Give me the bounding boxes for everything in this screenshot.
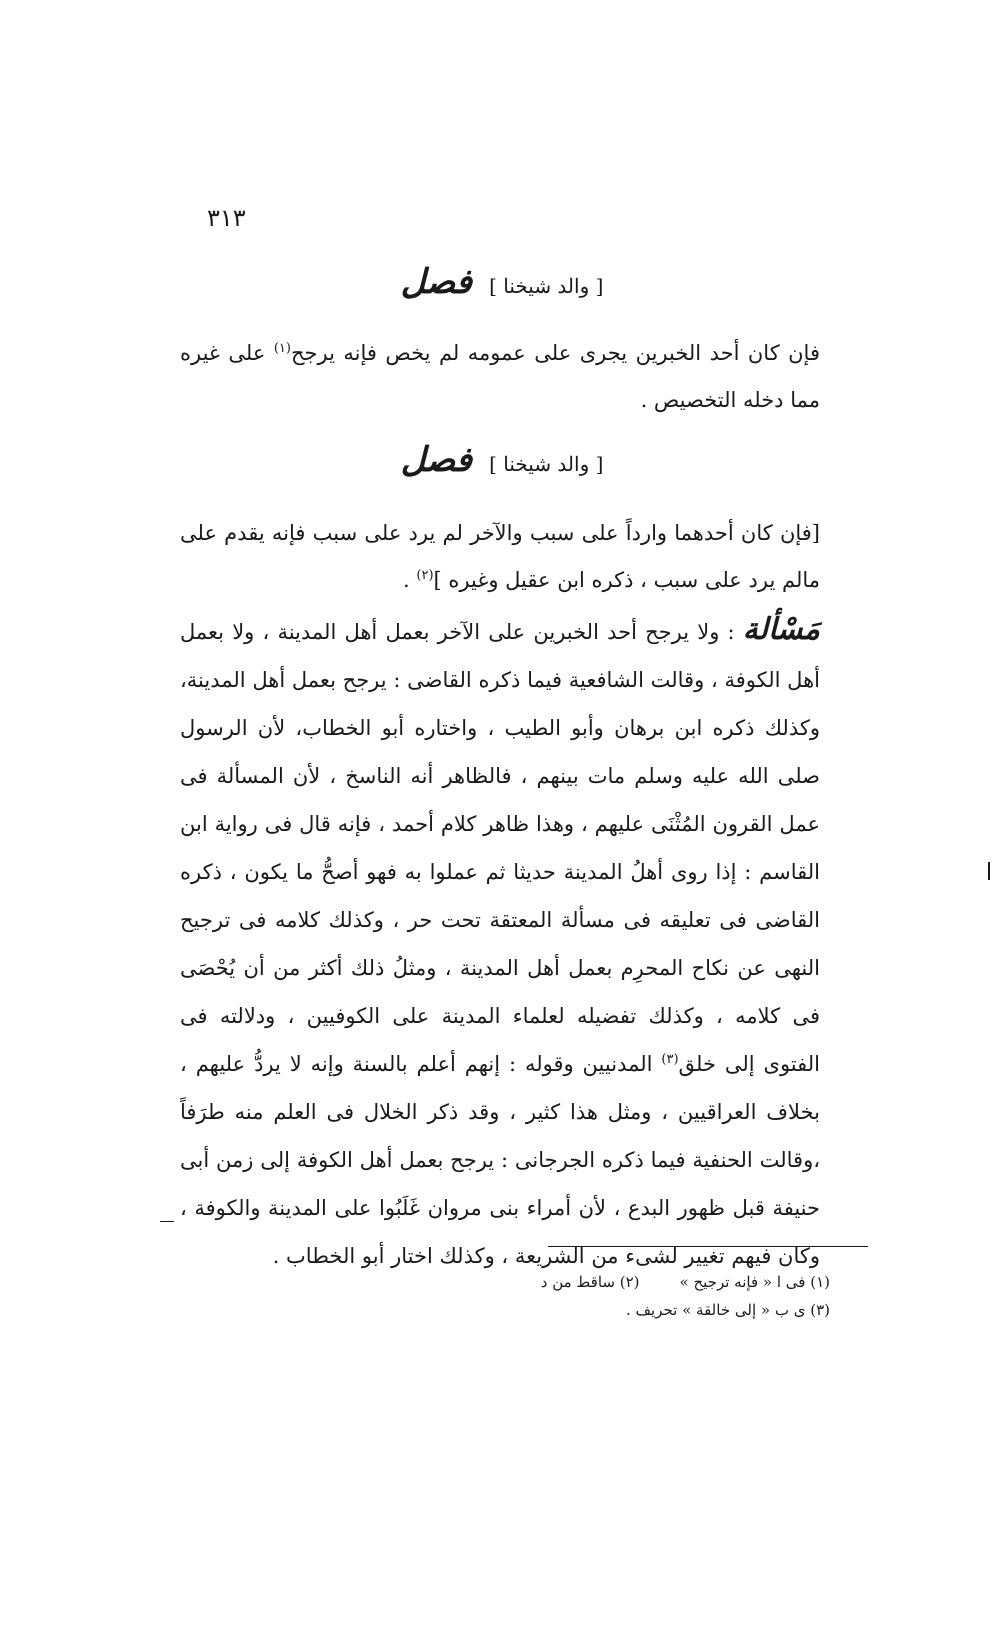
masala-body: : ولا يرجح أحد الخبرين على الآخر بعمل أهل المدينة ، ولا بعمل أهل الكوفة ، وقالت الشافعية فيما ذكره القاضى : يرجح بعمل أهل المدينة، وكذلك ذكره ابن برهان وأبو الطيب ، واختاره أبو الخطاب، لأن الرسول صلى الله عليه وسلم مات بينهم ، فالظاهر أنه الناسخ ، لأن المسألة فى عمل القرون المُثْنَى عليهم ، وهذا ظاهر كلام أحمد ، فإنه قال فى رواية ابن القاسم : إذا روى أهلُ المدينة حديثا ثم عملوا به فهو أصحُّ ما يكون ، ذكره القاضى فى تعليقه فى مسألة المعتقة تحت حر ، وكذلك كلامه فى ترجيح النهى عن نكاح المحرِم بعمل أهل المدينة ، ومثلُ ذلك أكثر من أن يُحْصَى فى كلامه ، وكذلك تفضيله لعلماء المدينة على الكوفيين ، ودلالته فى الفتوى إلى خلق	[180, 620, 820, 1076]
section-1-body-end: على غيره مما دخله التخصيص .	[180, 341, 820, 412]
section-2-body: [فإن كان أحدهما وارداً على سبب والآخر لم يرد على سبب فإنه يقدم على مالم يرد على سبب ، ذكره ابن عقيل وغيره ]	[180, 521, 820, 592]
footnote-ref-3: (٣)	[661, 1052, 679, 1067]
margin-tick	[160, 1221, 174, 1222]
margin-mark	[988, 862, 990, 880]
heading-title: فصل	[400, 262, 473, 302]
footnote-2: (٢) ساقط من د	[540, 1273, 640, 1291]
heading-title: فصل	[400, 440, 473, 480]
section-2-text	[180, 510, 820, 604]
heading-label: [ والد شيخنا ]	[489, 274, 604, 298]
section-1-body: فإن كان أحد الخبرين يجرى على عمومه لم يخص فإنه يرجح	[290, 341, 820, 365]
footnote-divider	[548, 1246, 868, 1247]
footnote-1: (١) فى ا « فإنه ترجيح »	[679, 1273, 830, 1291]
masala-body-end: المدنيين وقوله : إنهم أعلم بالسنة وإنه لا يردُّ عليهم ، بخلاف العراقيين ، ومثل هذا كثير ، وقد ذكر الخلال فى العلم منه طرَفاً ،وقالت الحنفية فيما ذكره الجرجانى : يرجح بعمل أهل الكوفة إلى زمن أبى حنيفة قبل ظهور البدع ، لأن أمراء بنى مروان غَلَبُوا على المدينة والكوفة ، وكان فيهم تغيير لشىء من الشريعة ، وكذلك اختار أبو الخطاب .	[180, 1052, 820, 1268]
masala-term: مَسْألة	[742, 612, 820, 647]
heading-label: [ والد شيخنا ]	[489, 452, 604, 476]
footnote-line-1	[430, 1268, 830, 1296]
footnote-3: (٣) ى ب « إلى خالقة » تحريف .	[625, 1301, 830, 1319]
page-number: ٣١٣	[207, 204, 246, 232]
footnote-ref-1: (١)	[273, 341, 291, 356]
section-1-text	[180, 330, 820, 424]
section-heading-1	[0, 262, 1004, 302]
footnote-ref-2: (٢)	[416, 568, 434, 583]
section-heading-2	[0, 440, 1004, 480]
masala-paragraph	[180, 606, 820, 1280]
footnotes	[430, 1268, 830, 1324]
footnote-line-2	[430, 1296, 830, 1324]
section-2-body-end: .	[403, 568, 417, 592]
